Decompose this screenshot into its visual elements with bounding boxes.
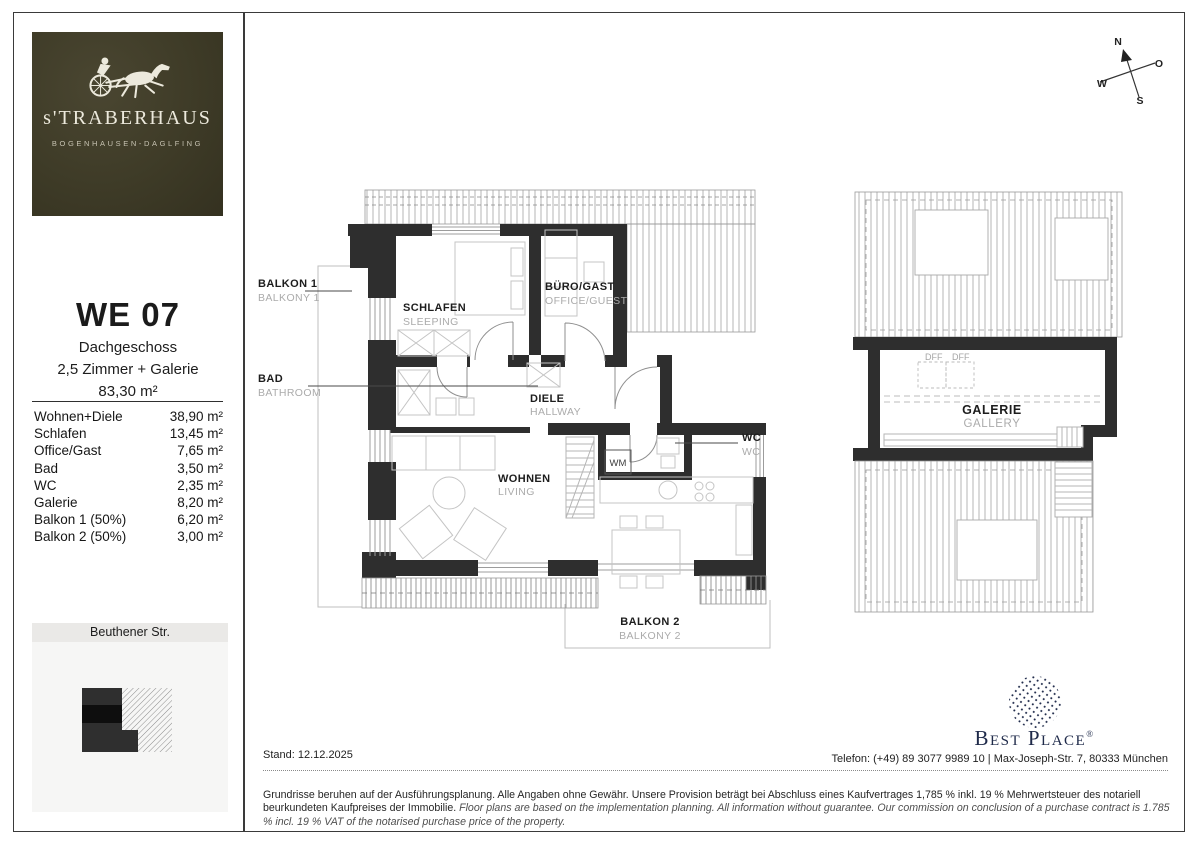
table-row — [34, 460, 223, 477]
footer-dotted-rule — [263, 770, 1168, 771]
skylight — [957, 520, 1037, 580]
wohnen-label-en: LIVING — [498, 486, 535, 498]
unit-rooms: 2,5 Zimmer + Galerie — [57, 361, 199, 378]
room-name: Balkon 1 (50%) — [34, 512, 127, 528]
compass-north-arrow — [1121, 49, 1132, 62]
site-map-footprint — [32, 642, 228, 812]
table-row — [34, 477, 223, 494]
horse-sulky-icon — [80, 48, 176, 100]
unit-total-area: 83,30 m² — [98, 383, 158, 400]
table-row — [34, 494, 223, 511]
compass-n: N — [1114, 36, 1122, 48]
brand-logo — [32, 32, 223, 216]
room-area: 7,65 m² — [177, 443, 223, 459]
unit-floor: Dachgeschoss — [78, 339, 178, 356]
room-area: 6,20 m² — [177, 512, 223, 528]
schlafen-label-en: SLEEPING — [403, 316, 459, 328]
room-name: Office/Gast — [34, 443, 102, 459]
dff-label: DFF — [925, 352, 943, 362]
agency-name-first: Best — [974, 726, 1022, 750]
footprint-highlight-band — [82, 705, 122, 723]
table-row — [34, 442, 223, 459]
unit-id: WE 07 — [75, 296, 181, 333]
wc-label-de: WC — [742, 432, 762, 444]
site-map-street-label: Beuthener Str. — [32, 623, 228, 642]
room-area: 3,50 m² — [177, 460, 223, 476]
agency-name-second: Place — [1027, 726, 1087, 750]
buero-label-de: BÜRO/GAST — [545, 281, 615, 293]
brand-name: s'TRABERHAUS — [43, 107, 212, 129]
balkon1-label-de: BALKON 1 — [258, 278, 318, 290]
room-area: 3,00 m² — [177, 529, 223, 545]
compass-s: S — [1136, 95, 1144, 107]
room-area-table — [34, 408, 223, 546]
table-row — [34, 408, 223, 425]
bad-label-en: BATHROOM — [258, 387, 322, 399]
stairs-to-gallery — [566, 437, 594, 518]
room-area: 38,90 m² — [169, 409, 223, 424]
skylight — [1055, 218, 1108, 280]
gallery-stairs-bottom — [1055, 462, 1092, 517]
unit-header — [13, 296, 243, 400]
balkon2-label-en: BALKONY 2 — [619, 630, 681, 642]
plan-date: Stand: 12.12.2025 — [263, 749, 353, 761]
compass-w: W — [1097, 78, 1107, 90]
dff-label: DFF — [952, 352, 970, 362]
contact-line: Telefon: (+49) 89 3077 9989 10 | Max-Joseph-Str. 7, 80333 München — [831, 753, 1168, 765]
room-name: Wohnen+Diele — [34, 409, 123, 424]
balkon1-label-en: BALKONY 1 — [258, 292, 320, 304]
room-name: Bad — [34, 460, 59, 476]
room-area: 13,45 m² — [169, 426, 223, 442]
agency-logo — [952, 726, 1117, 751]
compass-rose — [1097, 36, 1163, 107]
roof-hatch-top — [365, 190, 755, 224]
balkon2-label-de: BALKON 2 — [620, 616, 680, 628]
disclaimer-english: Floor plans are based on the implementation planning. All information without guarantee. Our commission on conclusion of a purchase contract is 1.785 % incl. 19 % VAT of the notarised purchase price of the property. — [263, 802, 1170, 828]
roof-hatch-right — [627, 224, 755, 332]
galerie-label-en: GALLERY — [963, 418, 1021, 430]
gallery-plan — [853, 192, 1122, 612]
diele-label-en: HALLWAY — [530, 406, 582, 418]
room-name: Galerie — [34, 495, 78, 511]
wm-label: WM — [609, 458, 627, 469]
room-name: WC — [34, 477, 57, 493]
table-row — [34, 511, 223, 528]
room-area: 2,35 m² — [177, 477, 223, 493]
wohnen-label-de: WOHNEN — [498, 473, 551, 485]
wc-label-en: WC — [742, 446, 761, 458]
footprint-step — [122, 730, 138, 752]
room-name: Balkon 2 (50%) — [34, 529, 127, 545]
sidebar-rule — [32, 401, 223, 402]
bad-label-de: BAD — [258, 373, 284, 385]
table-row — [34, 425, 223, 442]
galerie-label-de: GALERIE — [962, 403, 1022, 417]
diele-label-de: DIELE — [530, 393, 565, 405]
site-map — [32, 642, 228, 812]
room-name: Schlafen — [34, 426, 87, 442]
room-area: 8,20 m² — [177, 495, 223, 511]
buero-label-en: OFFICE/GUEST — [545, 295, 628, 307]
registered-mark: ® — [1086, 729, 1095, 739]
skylight — [915, 210, 988, 275]
disclaimer-german: Grundrisse beruhen auf der Ausführungsplanung. Alle Angaben ohne Gewähr. Unsere Provision beträgt bei Abschluss eines Kaufvertrages 1,785 % inkl. 19 % Mehrwertsteuer des notariell beurkundeten Kaufpreises der Immobilie. — [263, 788, 1141, 815]
disclaimer — [263, 789, 1170, 830]
gallery-stairs-top — [1057, 427, 1083, 447]
schlafen-label-de: SCHLAFEN — [403, 302, 467, 314]
apartment-plan — [258, 190, 770, 648]
brand-location: BOGENHAUSEN-DAGLFING — [51, 139, 204, 148]
bestplace-globe-icon — [1006, 674, 1064, 732]
compass-o: O — [1154, 58, 1164, 70]
table-row — [34, 528, 223, 545]
